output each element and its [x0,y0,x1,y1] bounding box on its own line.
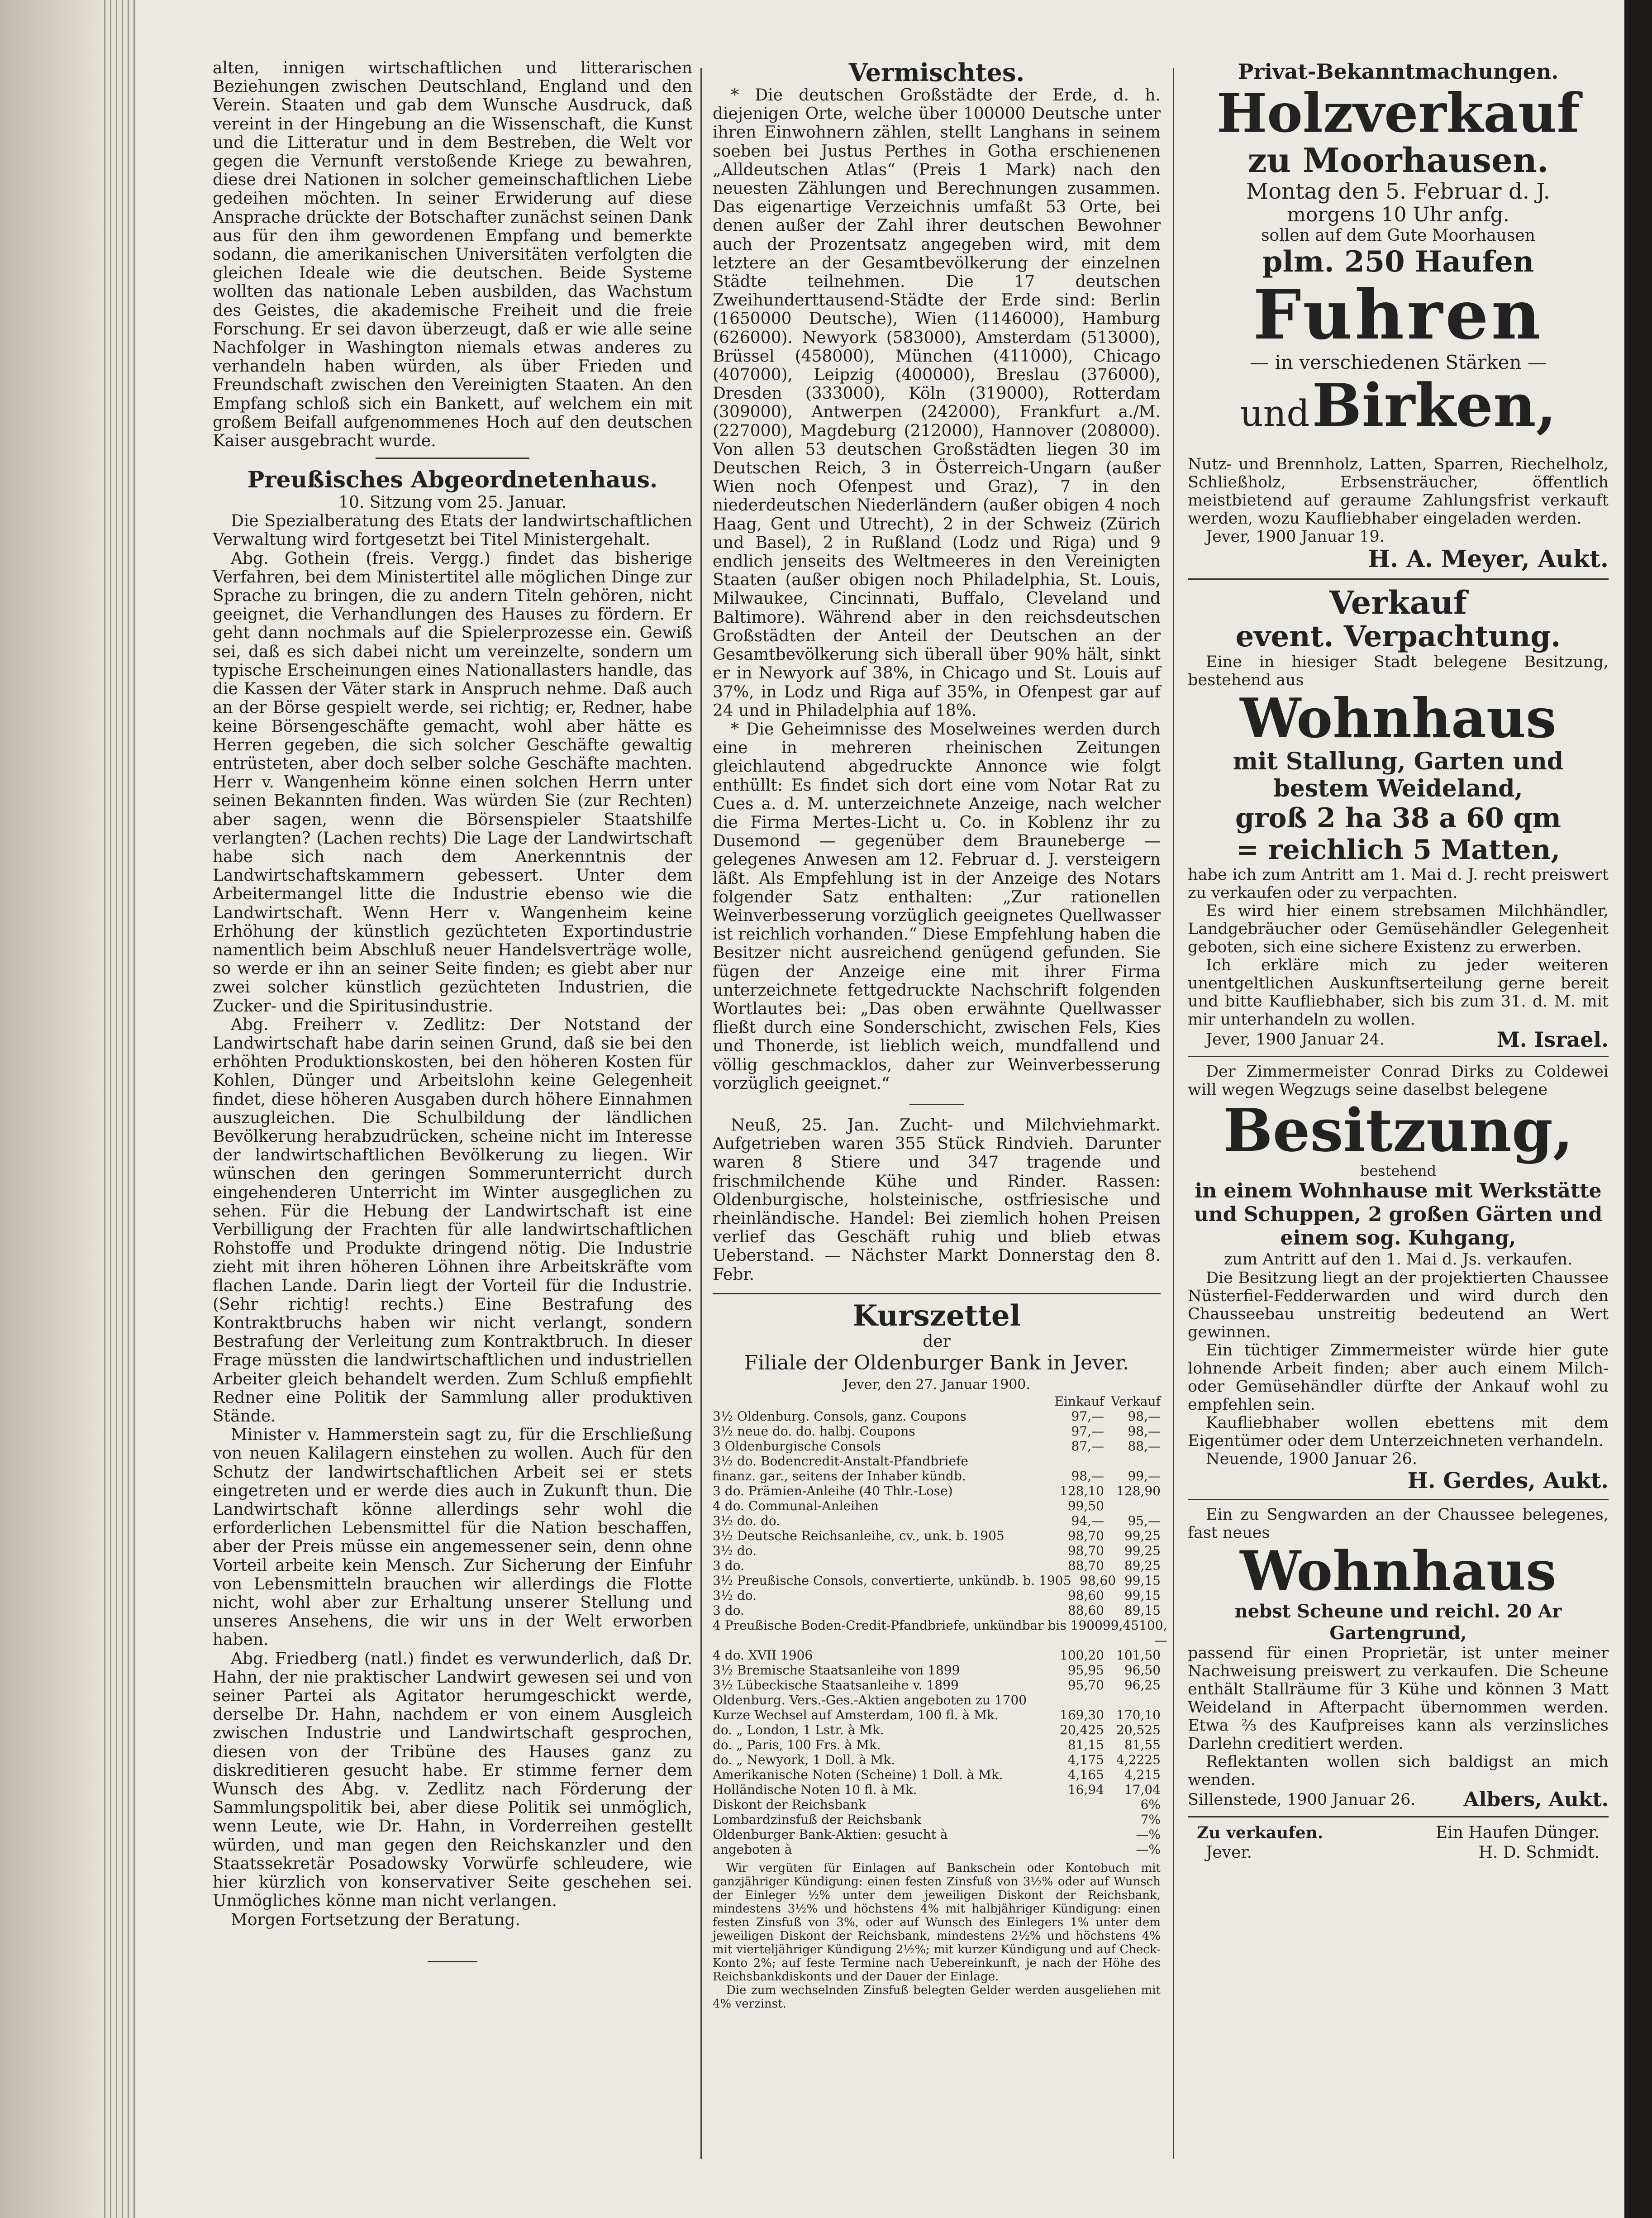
security-name: 3 do. [713,1558,744,1573]
security-name: Holländische Noten 10 fl. à Mk. [713,1782,917,1797]
sell-price: 6% [1140,1797,1161,1812]
section-divider [376,458,529,459]
security-name: finanz. gar., seitens der Inhaber kündb. [713,1468,966,1483]
security-name: 4 do. Communal-Anleihen [713,1498,879,1513]
ad3-besitzung: Besitzung, [1223,1096,1574,1165]
buy-price: 97,— [1071,1423,1104,1439]
security-name: 3½ neue do. do. halbj. Coupons [713,1423,915,1439]
kurszettel-header [713,1394,1161,1409]
ad4-line1: nebst Scheune und reichl. 20 Ar Gartengrund, [1234,1601,1562,1644]
ad1-date: Montag den 5. Februar d. J. [1246,179,1550,204]
buy-price: 95,95 [1067,1662,1104,1678]
ad3-line5: zum Antritt auf den 1. Mai d. Js. verkaufen. [1224,1250,1573,1269]
table-row [713,1528,1161,1543]
ad1-birken: Birken, [1312,371,1557,440]
ad1-body: Nutz- und Brennholz, Latten, Sparren, Riechelholz, Schließholz, Erbsensträucher, öffentlich meistbietend auf geraume Zahlungsfrist verkauft werden, wozu Kaufliebhaber eingeladen werden. [1188,455,1609,528]
table-row [713,1767,1161,1782]
security-name: 3½ do. [713,1588,757,1603]
buy-price [1047,1842,1104,1857]
sell-price: 88,— [1128,1438,1161,1454]
sell-price: 96,25 [1124,1677,1161,1693]
ad5-item: Ein Haufen Dünger. [1435,1823,1600,1842]
table-row [713,1722,1161,1737]
table-row [713,1752,1161,1767]
table-row [713,1498,1161,1513]
ad2-footer [1188,1029,1609,1050]
security-name: Oldenburg. Vers.-Ges.-Aktien angeboten zu 1700 [713,1692,1027,1708]
buy-price: 97,— [1071,1408,1104,1424]
paragraph-hammerstein: Minister v. Hammerstein sagt zu, für die Erschließung von neuen Kalilagern einstehen zu wollen. Auch für den Schutz der landwirtschaftlichen Arbeit sei er stets eingetreten und er werde dies auch in Zukunft thun. Die Landwirtschaft könne allerdings sehr wohl die erforderlichen Lebensmittel für die Nation beschaffen, aber der Preis müsse ein angemessener sein, denn ohne Vorteil arbeite kein Mensch. Zur Sicherung der Einfuhr von Lebensmitteln brauchen wir allerdings die Flotte nicht, wohl aber zur Erhaltung unserer Stellung und unseres Ansehens, die wir uns in der Welt erworben haben. [213,1426,692,1650]
ad3-line3: und Schuppen, 2 großen Gärten und [1194,1203,1603,1226]
sell-price: 81,55 [1124,1737,1161,1752]
divider-kurszettel [713,1293,1161,1294]
security-name: 3½ do. Bodencredit-Anstalt-Pfandbriefe [713,1453,968,1469]
buy-price: 81,15 [1067,1737,1104,1752]
ad3-bestehend: bestehend [1360,1162,1437,1179]
ad3-signature: H. Gerdes, Aukt. [1407,1468,1609,1493]
ad5-line1 [1188,1823,1609,1843]
ad5-title: Zu verkaufen. [1197,1823,1324,1842]
ad3-body2: Ein tüchtiger Zimmermeister würde hier gute lohnende Arbeit finden; aber auch einem Milch- oder Gemüsehändler dürfte der Ankauf wohl zu empfehlen sein. [1188,1341,1609,1414]
security-name: 3½ Lübeckische Staatsanleihe v. 1899 [713,1677,959,1693]
ad1-time: morgens 10 Uhr anfg. [1287,203,1509,226]
table-row [713,1842,1161,1857]
ad-divider-2 [1188,1056,1609,1057]
ad1-headline: Holzverkauf [1216,81,1580,144]
ad3-body3: Kaufliebhaber wollen ebettens mit dem Eigentümer oder dem Unterzeichneten verhandeln. [1188,1414,1609,1450]
buy-price: 98,60 [1067,1588,1104,1603]
table-row [713,1708,1161,1722]
buy-price: 99,45 [1102,1617,1139,1633]
table-row [713,1409,1161,1424]
ad5-signature: H. D. Schmidt. [1478,1843,1600,1862]
table-row [713,1558,1161,1573]
table-row [713,1617,1167,1648]
buy-price [1047,1827,1104,1842]
security-name: 3½ Preußische Consols, convertierte, unkündb. b. 1905 [713,1573,1071,1588]
sell-price: 89,25 [1124,1558,1161,1573]
ad4-footer [1188,1789,1609,1811]
ad-holzverkauf [1188,81,1609,573]
table-row [713,1454,1161,1469]
buy-price: 98,60 [1080,1573,1116,1588]
table-row [713,1573,1161,1588]
security-name: Lombardzinsfuß der Reichsbank [713,1812,922,1827]
ad2-body1: habe ich zum Antritt am 1. Mai d. J. recht preiswert zu verkaufen oder zu verpachten. [1188,866,1609,902]
ad1-signature: H. A. Meyer, Aukt. [1368,545,1609,573]
ad-besitzung [1188,1063,1609,1493]
sell-price: 20,525 [1116,1722,1161,1737]
section-title-vermischtes: Vermischtes. [848,58,1025,87]
column-anzeigen [1188,59,1609,1863]
column-vermischtes [713,58,1167,2011]
table-row [713,1737,1161,1752]
ad5-line2 [1188,1843,1609,1863]
table-row [713,1797,1161,1812]
ad2-intro: Eine in hiesiger Stadt belegene Besitzung, bestehend aus [1188,653,1609,689]
security-name: 3 Oldenburgische Consols [713,1438,881,1454]
ad2-signature: M. Israel. [1496,1027,1609,1052]
column-rule-2 [1173,68,1174,2159]
buy-price: 169,30 [1060,1707,1104,1722]
buy-price: 88,60 [1067,1603,1104,1618]
ad2-matten: = reichlich 5 Matten, [1236,834,1561,866]
table-row [713,1693,1161,1708]
buy-price [1047,1693,1104,1708]
ad2-verkauf: Verkauf [1329,584,1467,621]
buy-price: 4,175 [1067,1752,1104,1767]
sell-price: —% [1136,1827,1161,1842]
sell-price: 100,— [1139,1617,1167,1648]
security-name: 3 do. [713,1603,744,1618]
security-name: do. „ Newyork, 1 Doll. à Mk. [713,1752,895,1767]
ad2-size: groß 2 ha 38 a 60 qm [1235,802,1562,834]
section-title-abgeordnetenhaus: Preußisches Abgeordnetenhaus. [247,466,658,493]
end-rule [428,1961,477,1962]
paragraph-moselwein: * Die Geheimnisse des Moselweines werden durch eine in mehreren rheinischen Zeitungen gleichlautend abgedruckte Annonce wie folgt enthüllt: Es findet sich dort eine vom Notar Rat zu Cues a. d. M. unterzeichnete Anzeige, nach welcher die Firma Mertes-Licht u. Co. in Koblenz ihr zu Dusemond — gegenüber dem Brauneberge — gelegenes Anwesen am 12. Februar d. J. versteigern läßt. Als Empfehlung ist in der Anzeige des Notars folgender Satz enthalten: „Zur rationellen Weinverbesserung vorzüglich geeignetes Quellwasser ist reichlich vorhanden.“ Diese Empfehlung haben die Besitzer nicht ausreichend genügend gefunden. Sie fügen der Anzeige eine mit ihrer Firma unterzeichnete fettgedruckte Nachschrift folgenden Wortlautes bei: „Das oben erwähnte Quellwasser fließt durch eine Sonderschicht, zwischen Fels, Kies und Thonerde, ist lieblich weich, mundfallend und völlig geschmacklos, daher zur Weinverbesserung vorzüglich geeignet.“ [713,720,1161,1093]
buy-price: 98,— [1071,1468,1104,1483]
sell-price: 96,50 [1124,1662,1161,1678]
ad4-signature: Albers, Aukt. [1463,1788,1609,1811]
table-row [713,1543,1161,1558]
security-name: 3½ Bremische Staatsanleihe von 1899 [713,1662,960,1678]
sell-price: 89,15 [1124,1603,1161,1618]
kurszettel-date: Jever, den 27. Januar 1900. [843,1376,1030,1393]
security-name: angeboten à [713,1841,792,1857]
kurszettel-rows [713,1408,1167,1857]
ad5-place: Jever. [1206,1843,1252,1862]
sell-price: 99,25 [1124,1543,1161,1558]
kurszettel-title: Kurszettel [852,1298,1021,1333]
security-name: Amerikanische Noten (Scheine) 1 Doll. à Mk. [713,1767,1003,1782]
column-rule-1 [700,68,702,2159]
buy-price: 87,— [1071,1438,1104,1454]
table-row [713,1469,1161,1483]
paragraph-fortsetzung: Morgen Fortsetzung der Beratung. [231,1910,520,1929]
sell-price [1104,1454,1161,1469]
table-row [713,1678,1161,1693]
ad2-line3: mit Stallung, Garten und [1233,748,1564,775]
buy-price: 128,10 [1060,1483,1104,1498]
ad1-birken-line [1188,371,1609,455]
dark-page-edge [1624,0,1652,2218]
sell-price: 101,50 [1116,1647,1161,1663]
ad-wohnhaus-sengwarden [1188,1506,1609,1811]
buy-price: 100,20 [1060,1647,1104,1663]
ad2-dateline: Jever, 1900 Januar 24. [1206,1030,1385,1049]
ad2-verpachtung: event. Verpachtung. [1235,620,1561,653]
session-line: 10. Sitzung vom 25. Januar. [338,493,567,512]
buy-price: 88,70 [1067,1558,1104,1573]
table-row [713,1588,1161,1603]
table-row [713,1603,1161,1618]
paragraph-embassy: alten, innigen wirtschaftlichen und litterarischen Beziehungen zwischen Deutschland, England und den Verein. Staaten und gab dem Wunsche Ausdruck, daß vereint in der Hingebung an die Wissenschaft, die Kunst und die Litteratur und in dem Bestreben, die Welt vor gegen die Vernunft verstoßende Kriege zu bewahren, diese drei Nationen in solcher gemeinschaftlichen Liebe gedeihen möchten. In seiner Erwiderung auf diese Ansprache drückte der Botschafter zunächst seinen Dank aus für den ihm gewordenen Empfang und bemerkte sodann, die amerikanischen Universitäten verfolgten die gleichen Ideale wie die deutschen. Beide Systeme wollten das nationale Leben ausbilden, das Wachstum des Geistes, die akademische Freiheit und die freie Forschung. Er sei davon überzeugt, daß er wie alle seine Nachfolger in Washington niemals etwas anderes zu verhandeln haben würden, als über Frieden und Freundschaft zwischen den Vereinigten Staaten. An den Empfang schloß sich ein Bankett, auf welchem ein mit großem Beifall aufgenommenes Hoch auf den deutschen Kaiser ausgebracht wurde. [213,59,692,451]
ad1-und: und [1240,392,1310,434]
table-row [713,1439,1161,1454]
paragraph-grossstaedte: * Die deutschen Großstädte der Erde, d. h. diejenigen Orte, welche über 100000 Deutsche unter ihren Einwohnern zählen, stellt Langhans in seinem soeben bei Justus Perthes in Gotha erschienenen „Alldeutschen Atlas“ (Preis 1 Mark) nach den neuesten Zählungen und Berechnungen zusammen. Das eigenartige Verzeichnis umfaßt 53 Orte, bei denen außer der Zahl ihrer deutschen Bewohner auch der Prozentsatz angegeben wird, mit dem letztere an der Gesamtbevölkerung der einzelnen Städte teilnehmen. Die 17 deutschen Zweihunderttausend-Städte der Erde sind: Berlin (1650000 Deutsche), Wien (1146000), Hamburg (626000). Newyork (583000), Amsterdam (513000), Brüssel (458000), München (411000), Chicago (407000), Leipzig (400000), Breslau (376000), Dresden (333000), Köln (319000), Rotterdam (309000), Antwerpen (242000), Frankfurt a./M. (227000), Magdeburg (212000), Hannover (208000). Von allen 53 deutschen Großstädten liegen 30 im Deutschen Reich, 3 in Österreich-Ungarn (außer Wien noch Ofenpest und Graz), 7 in den niederdeutschen Niederländern (außer obigen 4 noch Haag, Gent und Utrecht), 2 in der Schweiz (Zürich und Basel), 2 in Rußland (Lodz und Riga) und 9 endlich jenseits des Weltmeeres in den Vereinigten Staaten (außer obigen noch Philadelphia, St. Louis, Milwaukee, Cincinnati, Buffalo, Cleveland und Baltimore). Während aber in den reichsdeutschen Großstädten der Anteil der Deutschen an der Gesamtbevölkerung sich überall über 90% hält, sinkt er in Newyork auf 38%, in Chicago und St. Louis auf 37%, in Lodz und Riga auf 35%, in Ofenpest gar auf 24 und in Philadelphia auf 18%. [713,86,1161,720]
security-name: 3½ do. [713,1543,757,1558]
paragraph-zedlitz: Abg. Freiherr v. Zedlitz: Der Notstand der Landwirtschaft habe darin seinen Grund, daß sie bei den erhöhten Produktionskosten, bei den höheren Kosten für Kohlen, Dünger und Arbeitslohn keine Gelegenheit findet, diese höheren Ausgaben durch höhere Einnahmen auszugleichen. Die Schulbildung der ländlichen Bevölkerung herabzudrücken, scheine nicht im Interesse der landwirtschaftlichen Bevölkerung zu liegen. Wir wünschen den geringen Sommerunterricht durch eingehenderen Unterricht im Winter ausgeglichen zu sehen. Für die Hebung der Landwirtschaft ist eine Verbilligung der Frachten für alle landwirtschaftlichen Rohstoffe und Produkte dringend nötig. Die Industrie zieht mit ihren höheren Löhnen ihre Arbeitskräfte vom flachen Lande. Darin liegt der Vorteil für die Industrie. (Sehr richtig! rechts.) Eine Bestrafung des Kontraktbruchs haben wir nicht verlangt, sondern Bestrafung der Verleitung zum Kontraktbruch. In dieser Frage müssten die landwirtschaftlichen und industriellen Arbeiter gleich behandelt werden. Zum Schluß empfiehlt Redner eine Politik der Sammlung aller produktiven Stände. [213,1015,692,1426]
paragraph-friedberg: Abg. Friedberg (natl.) findet es verwunderlich, daß Dr. Hahn, der nie praktischer Landwirt gewesen sei und von seiner Partei als Agitator herumgeschickt werde, derselbe Dr. Hahn, nachdem er von einem Ausgleich zwischen Industrie und Landwirtschaft gesprochen, diesen von der Tribüne des Hauses ganz zu diskreditieren gesucht habe. Er stimme ferner dem Wunsch des Abg. v. Zedlitz nach Förderung der Sammlungspolitik bei, aber diese Politik sei unmöglich, wenn Leute, wie Dr. Hahn, in Vorderreihen gestellt würden, und man gegen den Reichskanzler und den Staatssekretär Posadowsky Vorwürfe schleudere, wie hier kürzlich von konservativer Seite geschehen sei. Unmögliches könne man nicht verlangen. [213,1649,692,1911]
buy-price [1047,1812,1104,1827]
sell-price [1104,1693,1161,1708]
sell-price: 98,— [1128,1423,1161,1439]
sell-price: 128,90 [1116,1483,1161,1498]
sell-price: 99,15 [1124,1573,1161,1588]
column-politics [213,59,692,1962]
table-row [713,1827,1161,1842]
security-name: 4 Preußische Boden-Credit-Pfandbriefe, unkündbar bis 1900 [713,1617,1103,1633]
security-name: do. „ London, 1 Lstr. à Mk. [713,1722,884,1737]
ad4-body2: Reflektanten wollen sich baldigst an mich wenden. [1188,1753,1609,1789]
sell-price: 99,— [1128,1468,1161,1483]
kurszettel-der: der [923,1332,951,1351]
ad1-place: zu Moorhausen. [1247,141,1549,180]
table-row [713,1424,1161,1439]
table-row [713,1782,1161,1797]
security-name: Oldenburger Bank-Aktien: gesucht à [713,1827,948,1842]
ad1-fuhren: Fuhren [1253,275,1543,355]
ad-divider-1 [1188,578,1609,580]
ad3-dateline: Neuende, 1900 Januar 26. [1206,1450,1418,1468]
buy-price: 98,70 [1067,1528,1104,1543]
kurszettel-note-2: Die zum wechselnden Zinsfuß belegten Gelder werden ausgeliehen mit 4% verzinst. [713,1983,1161,2011]
kurszettel-bank: Filiale der Oldenburger Bank in Jever. [744,1351,1129,1374]
sell-price [1104,1498,1161,1513]
paragraph-gothein: Abg. Gothein (freis. Vergg.) findet das bisherige Verfahren, bei dem Ministertitel alle möglichen Dinge zur Sprache zu bringen, die zu andern Titeln gehören, nicht geeignet, die Verhandlungen des Hauses zu fördern. Er geht dann nochmals auf die Spielerprozesse ein. Gewiß sei, daß es sich dabei nicht um vereinzelte, sondern um typische Erscheinungen eines Nationallasters handle, das die Kassen der Väter stark in Anspruch nehme. Daß auch an der Börse gespielt werde, sei richtig; er, Redner, habe keine Börsengeschäfte gemacht, wohl aber hätte es Herren gegeben, die sich solcher Geschäfte gewaltig entrüsteten, aber doch selber solche Geschäfte machten. Herr v. Wangenheim könne einen solchen Herrn unter seinen Bekannten finden. Was würden Sie (zur Rechten) aber sagen, wenn die Börsenspieler Staatshilfe verlangten? (Lachen rechts) Die Lage der Landwirtschaft habe sich nach dem Anerkenntnis der Landwirtschaftskammern gebessert. Unter dem Arbeitermangel litte die Industrie ebenso wie die Landwirtschaft. Wenn Herr v. Wangenheim keine Erhöhung der künstlich gezüchteten Exportindustrie namentlich beim Abschluß neuer Handelsverträge wolle, so werde er ihn an seiner Seite finden; es giebt aber nur zwei solcher künstlich gezüchteten Industrien, die Zucker- und die Spiritusindustrie. [213,549,692,1016]
sell-price: 17,04 [1124,1782,1161,1797]
table-row [713,1513,1161,1528]
buy-price: 99,50 [1067,1498,1104,1513]
ad2-wohnhaus: Wohnhaus [1240,687,1557,750]
ad1-amount: plm. 250 Haufen [1262,245,1534,279]
sell-price: 98,— [1128,1408,1161,1424]
sell-price: 4,2225 [1116,1752,1161,1767]
ad3-body1: Die Besitzung liegt an der projektierten Chaussee Nüsterfiel-Fedderwarden und wird durch den Chausseebau unstreitig bedeutend an Wert gewinnen. [1188,1269,1609,1341]
security-name: 4 do. XVII 1906 [713,1647,813,1663]
buy-price: 94,— [1071,1513,1104,1528]
ad-duenger [1188,1823,1609,1863]
table-row [713,1663,1161,1678]
ad2-line4: bestem Weideland, [1273,775,1523,802]
sell-price: 170,10 [1116,1707,1161,1722]
buy-price [1047,1797,1104,1812]
table-row [713,1812,1161,1827]
paragraph-neuss: Neuß, 25. Jan. Zucht- und Milchviehmarkt. Aufgetrieben waren 355 Stück Rindvieh. Darunter waren 8 Stiere und 347 tragende und frischmilchende Kühe und Rinder. Rassen: Oldenburgische, holsteinische, ostfriesische und rheinländische. Handel: Bei ziemlich hohen Preisen verlief das Geschäft ruhig und blieb etwas Ueberstand. — Nächster Markt Donnerstag den 8. Febr. [713,1116,1161,1284]
security-name: 3½ Oldenburg. Consols, ganz. Coupons [713,1408,966,1424]
ad4-dateline: Sillenstede, 1900 Januar 26. [1188,1791,1416,1809]
buy-price: 4,165 [1067,1767,1104,1782]
sell-price: 7% [1140,1812,1161,1827]
ad3-line4: einem sog. Kuhgang, [1280,1226,1516,1250]
security-name: do. „ Paris, 100 Frs. à Mk. [713,1737,881,1752]
ad1-location: sollen auf dem Gute Moorhausen [1261,226,1535,245]
ad4-body: passend für einen Proprietär, ist unter meiner Nachweisung preiswert zu verkaufen. Die Scheune enthält Stallräume für 3 Kühe und können 3 Matt Weideland in Afterpacht übernommen werden. Etwa ⅔ des Kaufpreises kann als verzinsliches Darlehn creditiert werden. [1188,1644,1609,1753]
sell-price: 99,15 [1124,1588,1161,1603]
buy-price: 16,94 [1067,1782,1104,1797]
buy-price: 20,425 [1060,1722,1104,1737]
ad-divider-3 [1188,1499,1609,1500]
sell-price: 4,215 [1124,1767,1161,1782]
security-name: 3 do. Prämien-Anleihe (40 Thlr.-Lose) [713,1483,953,1498]
buy-price: 95,70 [1067,1677,1104,1693]
ad3-intro: Der Zimmermeister Conrad Dirks zu Coldewei will wegen Wegzugs seine daselbst belegene [1188,1063,1609,1099]
ad2-body2: Es wird hier einem strebsamen Milchhändler, Landgebräucher oder Gemüsehändler Gelegenheit geboten, sich eine sichere Existenz zu erwerben. [1188,902,1609,956]
ads-header: Privat-Bekanntmachungen. [1238,59,1559,84]
ad4-wohnhaus: Wohnhaus [1240,1539,1557,1603]
sell-price: 99,25 [1124,1528,1161,1543]
ad1-dateline: Jever, 1900 Januar 19. [1206,528,1385,546]
sell-price: —% [1136,1841,1161,1857]
kurszettel-table [713,1298,1167,2011]
header-verkauf: Verkauf [1111,1393,1161,1409]
buy-price [1047,1454,1104,1469]
ad-divider-4 [1188,1816,1609,1817]
sell-price: 95,— [1128,1513,1161,1528]
security-name: 3½ do. do. [713,1513,781,1528]
divider-short [909,1104,964,1105]
buy-price: 98,70 [1067,1543,1104,1558]
kurszettel-note-1: Wir vergüten für Einlagen auf Bankschein oder Kontobuch mit ganzjähriger Kündigung: einen festen Zinsfuß von 3½% oder auf Wunsch der Einleger ½% unter dem jeweiligen Diskont der Reichsbank, mindestens 3½% und höchstens 4% mit halbjähriger Kündigung: einen festen Zinsfuß von 3%, oder auf Wunsch des Einlegers 1% unter dem jeweiligen Diskont der Reichsbank, mindestens 2½% und höchstens 4% mit vierteljähriger Kündigung 2½%; mit kurzer Kündigung und auf Check-Konto 2%; auf feste Termine nach Uebereinkunft, je nach der Höhe des Reichsbankdiskonts und der Dauer der Einlage. [713,1861,1161,1984]
paragraph-spezialberatung: Die Spezialberatung des Etats der landwirtschaftlichen Verwaltung wird fortgesetzt bei Titel Ministergehalt. [213,512,692,549]
security-name: Kurze Wechsel auf Amsterdam, 100 fl. à Mk. [713,1707,999,1722]
page-edges [104,0,136,2218]
ad1-staerken: — in verschiedenen Stärken — [1250,351,1547,373]
ad3-line2: in einem Wohnhause mit Werkstätte [1195,1179,1602,1202]
security-name: 3½ Deutsche Reichsanleihe, cv., unk. b. 1905 [713,1528,1005,1543]
table-row [713,1483,1161,1498]
security-name: Diskont der Reichsbank [713,1797,866,1812]
table-row [713,1648,1161,1663]
ad2-body3: Ich erkläre mich zu jeder weiteren unentgeltlichen Auskunftserteilung gerne bereit und bitte Kaufliebhaber, sich bis zum 31. d. M. mit mir unterhandeln zu wollen. [1188,956,1609,1029]
header-einkauf: Einkauf [1054,1393,1104,1409]
ad4-intro: Ein zu Sengwarden an der Chaussee belegenes, fast neues [1188,1506,1609,1542]
ad-wohnhaus-verkauf [1188,585,1609,1050]
